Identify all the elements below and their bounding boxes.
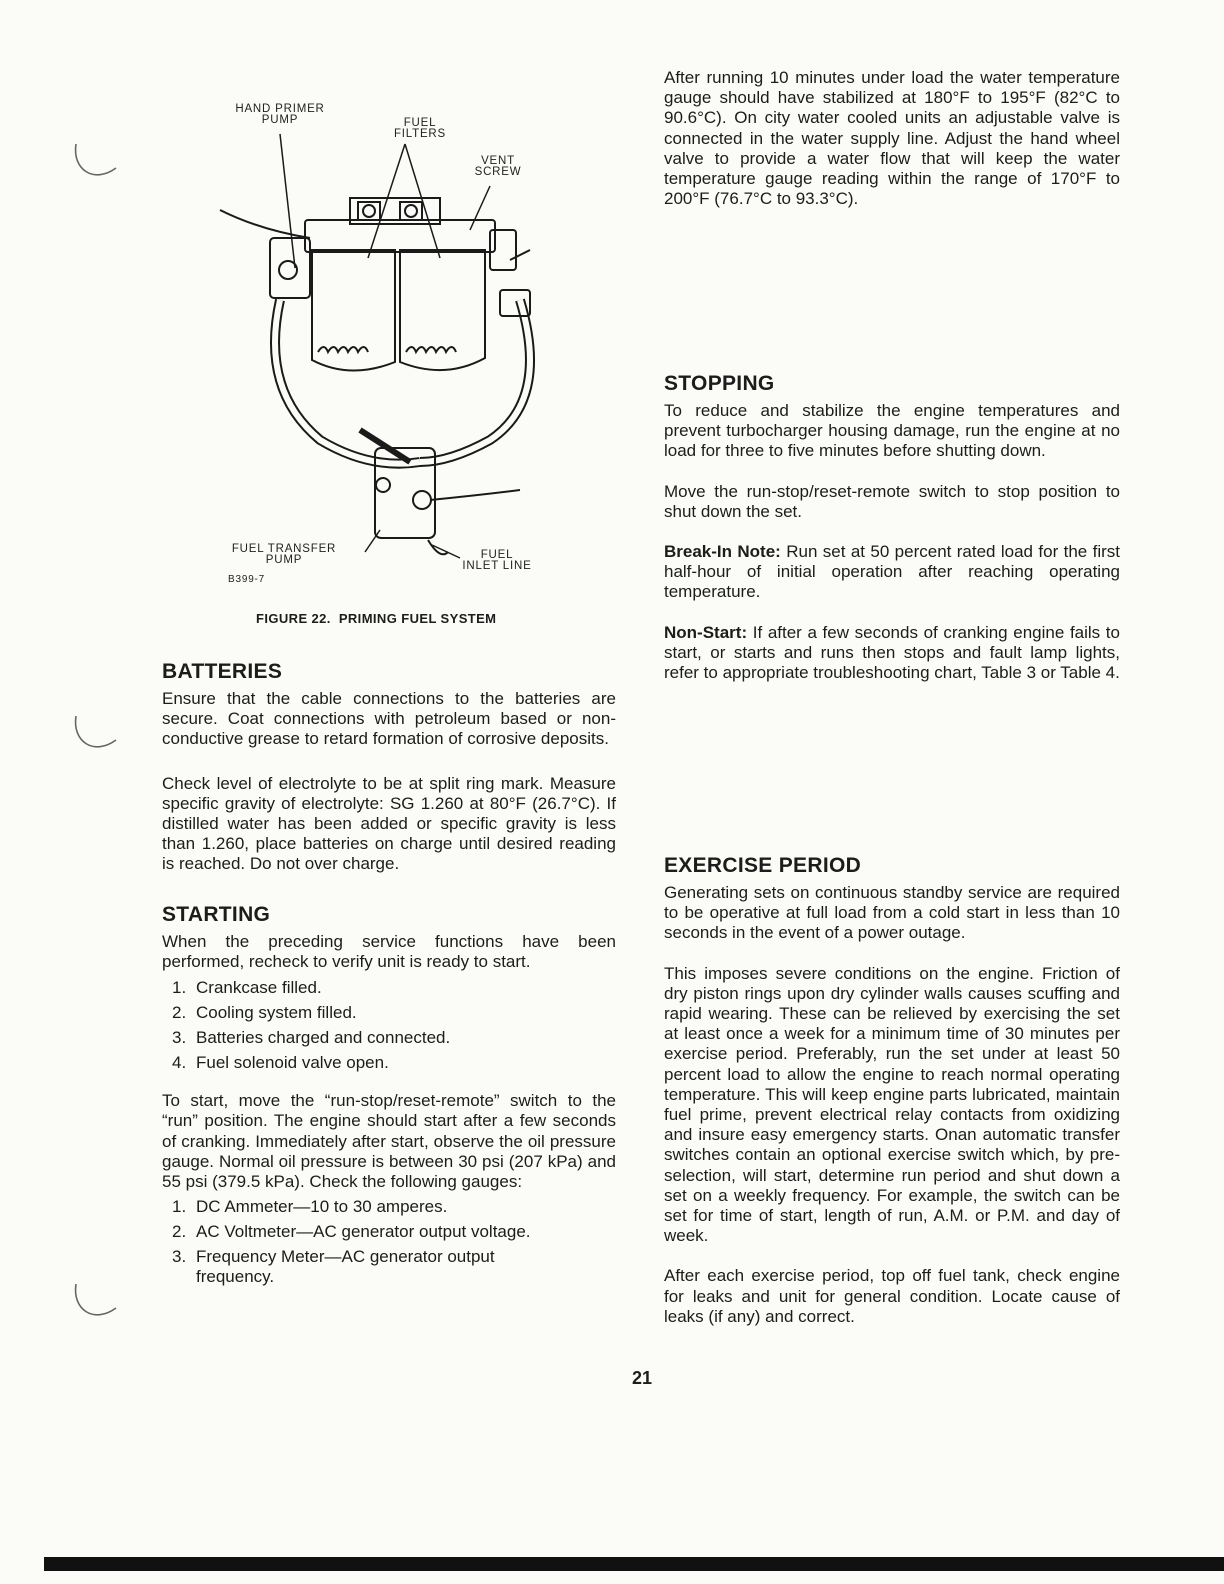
label-fuel-filters: FUEL FILTERS — [393, 117, 447, 140]
non-start-note — [664, 623, 1120, 684]
list-item — [162, 1247, 556, 1287]
list-number: 2. — [172, 1003, 187, 1023]
list-number: 4. — [172, 1053, 187, 1073]
exercise-heading: EXERCISE PERIOD — [664, 854, 862, 877]
non-start-text: If after a few seconds of cranking engine fails to start, or starts and runs then stops and fault lamp lights, refer to appropriate troubleshooting chart, Table 3 or Table 4. — [664, 622, 1120, 683]
stopping-heading: STOPPING — [664, 372, 775, 395]
starting-intro: When the preceding service functions have been performed, recheck to verify unit is ready to start. — [162, 931, 616, 971]
list-number: 2. — [172, 1222, 187, 1242]
stopping-section — [664, 372, 1120, 683]
exercise-paragraph-2: This imposes severe conditions on the engine. Friction of dry piston rings upon dry cylinder walls causes scuffing and rapid wearing. These can be relieved by exercising the set at least once a week for a minimum time of 30 minutes per exercise period. Preferably, run the set under at least 50 percent load to allow the engine to reach normal operating temperature. This will keep engine parts lubricated, maintain fuel prime, prevent electrical relay contacts from oxidizing and insure easy emergency starts. Onan automatic transfer switches contain an optional exercise switch which, by pre-selection, will start, determine run period and shut down a set on a weekly frequency. For example, the switch can be set for time of start, length of run, A.M. or P.M. and day of week. — [664, 963, 1120, 1246]
non-start-label: Non-Start: — [664, 622, 748, 642]
stopping-paragraph-1: To reduce and stabilize the engine temperatures and prevent turbocharger housing damage, run the engine at no load for three to five minutes before shutting down. — [664, 401, 1120, 461]
batteries-heading: BATTERIES — [162, 660, 283, 683]
list-text: Fuel solenoid valve open. — [196, 1053, 389, 1073]
list-item — [162, 1222, 616, 1242]
figure-code: B399-7 — [228, 574, 266, 585]
exercise-section — [664, 854, 1120, 1327]
break-in-note — [664, 542, 1120, 603]
stopping-paragraph-2: Move the run-stop/reset-remote switch to stop position to shut down the set. — [664, 481, 1120, 521]
list-text: Cooling system filled. — [196, 1003, 357, 1023]
figure-caption: FIGURE 22. PRIMING FUEL SYSTEM — [256, 611, 497, 626]
list-text: AC Voltmeter—AC generator output voltage. — [196, 1222, 531, 1242]
break-in-label: Break-In Note: — [664, 542, 781, 562]
list-text: DC Ammeter—10 to 30 amperes. — [196, 1197, 448, 1217]
list-number: 1. — [172, 978, 187, 998]
page-number: 21 — [632, 1368, 653, 1388]
list-item — [162, 978, 616, 998]
list-item — [162, 1028, 616, 1048]
right-column-top — [664, 68, 1120, 209]
binder-hole-mark — [68, 712, 128, 762]
list-text: Frequency Meter—AC generator output frequency. — [196, 1247, 495, 1287]
list-text: Crankcase filled. — [196, 978, 322, 998]
list-item — [162, 1197, 616, 1217]
starting-paragraph-2: To start, move the “run-stop/reset-remote” switch to the “run” position. The engine should start after a few seconds of cranking. Immediately after start, observe the oil pressure gauge. Normal oil pressure is between 30 psi (207 kPa) and 55 psi (379.5 kPa). Check the following gauges: — [162, 1091, 616, 1192]
water-temperature-paragraph: After running 10 minutes under load the water temperature gauge should have stabilized at 180°F to 195°F (82°C to 90.6°C). On city water cooled units an adjustable valve is connected in the water supply line. Adjust the hand wheel valve to provide a water flow that will keep the water temperature gauge reading within the range of 170°F to 200°F (76.7°C to 93.3°C). — [664, 68, 1120, 209]
starting-heading: STARTING — [162, 902, 271, 926]
list-number: 3. — [172, 1247, 187, 1267]
batteries-paragraph-2: Check level of electrolyte to be at split ring mark. Measure specific gravity of electrolyte: SG 1.260 at 80°F (26.7°C). If distilled water has been added or specific gravity is less than 1.260, place batteries on charge until desired reading is reached. Do not over charge. — [162, 773, 616, 874]
list-number: 1. — [172, 1197, 187, 1217]
list-item — [162, 1003, 616, 1023]
figure-22 — [200, 90, 580, 590]
exercise-paragraph-3: After each exercise period, top off fuel tank, check engine for leaks and unit for general condition. Locate cause of leaks (if any) and correct. — [664, 1266, 1120, 1326]
gauges-list — [162, 1197, 616, 1287]
starting-checklist — [162, 978, 616, 1073]
list-number: 3. — [172, 1028, 187, 1048]
break-in-text: Run set at 50 percent rated load for the first half-hour of initial operation after reaching operating temperature. — [664, 542, 1120, 602]
left-column — [162, 660, 616, 1292]
bottom-border — [44, 1557, 1224, 1571]
label-hand-primer-pump: HAND PRIMER PUMP — [235, 103, 325, 126]
binder-hole-mark — [68, 140, 128, 190]
label-fuel-transfer-pump: FUEL TRANSFER PUMP — [231, 543, 337, 566]
batteries-paragraph-1: Ensure that the cable connections to the batteries are secure. Coat connections with petroleum based or non-conductive grease to retard formation of corrosive deposits. — [162, 689, 616, 749]
list-item — [162, 1053, 616, 1073]
label-vent-screw: VENT SCREW — [474, 155, 522, 178]
list-text: Batteries charged and connected. — [196, 1028, 451, 1048]
label-fuel-inlet-line: FUEL INLET LINE — [462, 549, 532, 572]
binder-hole-mark — [68, 1280, 128, 1330]
exercise-paragraph-1: Generating sets on continuous standby service are required to be operative at full load from a cold start in less than 10 seconds in the event of a power outage. — [664, 883, 1120, 943]
